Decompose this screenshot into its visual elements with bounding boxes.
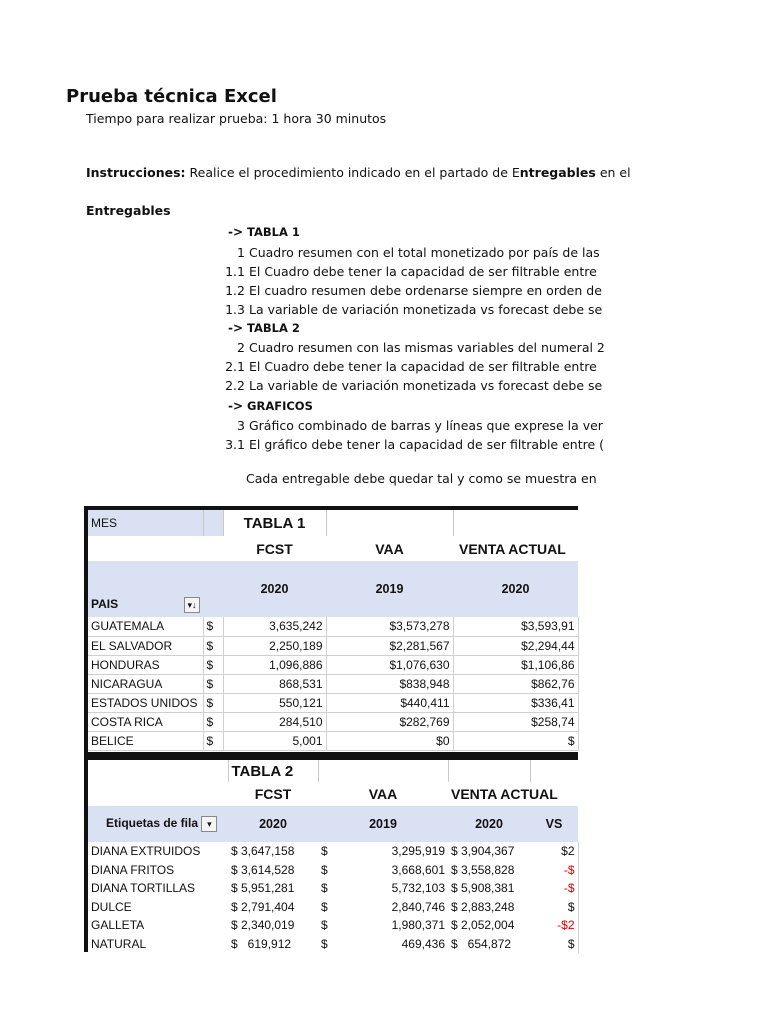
list-item: 2 Cuadro resumen con las mismas variables del numeral 2 <box>237 340 605 355</box>
fcst-value: $ 2,791,404 <box>231 899 295 914</box>
fcst-value: $ 3,647,158 <box>231 844 295 859</box>
closing-note: Cada entregable debe quedar tal y como se muestra en <box>246 471 597 486</box>
venta-value: $ 3,558,828 <box>451 862 515 877</box>
list-item: 2.1 El Cuadro debe tener la capacidad de ser filtrable entre <box>225 359 597 374</box>
table-row <box>88 712 578 731</box>
list-item: 1.1 El Cuadro debe tener la capacidad de ser filtrable entre <box>225 264 597 279</box>
country-cell: BELICE <box>88 731 203 750</box>
list-tabla1 <box>225 243 602 319</box>
variation-value: $2 <box>530 842 578 861</box>
pais-header: PAIS <box>91 597 119 611</box>
vaa-header: VAA <box>368 786 398 802</box>
section-tabla2 <box>228 320 300 335</box>
table-row <box>88 655 578 674</box>
venta-value: $ 3,904,367 <box>451 844 515 859</box>
fcst-value: 284,510 <box>223 712 326 731</box>
fcst-value: 868,531 <box>223 674 326 693</box>
currency-symbol: $ <box>203 674 223 693</box>
tabla2-title: TABLA 2 <box>228 760 318 782</box>
product-cell: NATURAL <box>91 936 147 951</box>
year-vaa: 2019 <box>375 582 404 596</box>
venta-value: $1,106,86 <box>453 655 578 674</box>
vaa-value: 469,436 <box>401 936 445 951</box>
table-row <box>88 693 578 712</box>
country-cell: COSTA RICA <box>88 712 203 731</box>
vaa-cell <box>318 879 448 898</box>
venta-value: $ 654,872 <box>451 936 512 951</box>
variation-value: $ <box>530 898 578 917</box>
table-row <box>88 935 578 954</box>
fcst-value: $ 619,912 <box>231 936 292 951</box>
vaa-cell <box>318 842 448 861</box>
tabla1-pivot <box>84 506 578 756</box>
vaa-cell <box>318 916 448 935</box>
country-cell: HONDURAS <box>88 655 203 674</box>
time-note: Tiempo para realizar prueba: 1 hora 30 minutos <box>86 111 387 126</box>
sort-filter-icon[interactable]: ▾↓ <box>184 597 200 613</box>
venta-header: VENTA ACTUAL <box>459 540 566 557</box>
instructions-line <box>86 165 631 180</box>
fcst-value: $ 2,340,019 <box>231 918 295 933</box>
currency-symbol: $ <box>321 899 328 914</box>
variation-value: -$2 <box>530 916 578 935</box>
venta-value: $336,41 <box>453 693 578 712</box>
product-cell: GALLETA <box>91 918 145 933</box>
currency-symbol: $ <box>321 936 328 951</box>
list-item: 1.3 La variable de variación monetizada vs forecast debe se <box>225 302 603 317</box>
table-row <box>88 731 578 750</box>
list-item: 3.1 El gráfico debe tener la capacidad de ser filtrable entre ( <box>225 437 605 452</box>
venta-value: $3,593,91 <box>453 617 578 636</box>
arrow-icon: -> <box>228 321 244 335</box>
section-label: TABLA 2 <box>247 321 300 335</box>
venta-value: $ 2,052,004 <box>451 918 515 933</box>
table-row <box>88 636 578 655</box>
currency-symbol: $ <box>203 693 223 712</box>
vaa-value: 1,980,371 <box>391 918 445 933</box>
product-cell: DULCE <box>91 899 132 914</box>
currency-symbol: $ <box>203 636 223 655</box>
list-tabla2 <box>225 338 605 395</box>
tabla1-title: TABLA 1 <box>223 510 326 536</box>
variation-value: $ <box>530 935 578 954</box>
table-row <box>88 674 578 693</box>
fcst-value: 2,250,189 <box>223 636 326 655</box>
currency-symbol: $ <box>203 712 223 731</box>
product-cell: DIANA EXTRUIDOS <box>91 844 201 859</box>
vaa-value: $1,076,630 <box>326 655 453 674</box>
table-row <box>88 617 578 636</box>
currency-symbol: $ <box>203 731 223 750</box>
etiquetas-header: Etiquetas de fila <box>106 816 199 831</box>
currency-symbol: $ <box>321 862 328 877</box>
country-cell: EL SALVADOR <box>88 636 203 655</box>
currency-symbol: $ <box>321 918 328 933</box>
venta-value: $862,76 <box>453 674 578 693</box>
table-row <box>88 916 578 935</box>
list-item: 3 Gráfico combinado de barras y líneas que exprese la ver <box>237 418 603 433</box>
currency-symbol: $ <box>321 881 328 896</box>
year-vaa: 2019 <box>369 817 397 831</box>
vaa-header: VAA <box>375 540 404 557</box>
country-cell: NICARAGUA <box>88 674 203 693</box>
venta-header: VENTA ACTUAL <box>451 786 558 802</box>
section-label: GRAFICOS <box>247 399 313 413</box>
instructions-bold: ntregables <box>519 165 596 180</box>
list-item: 1.2 El cuadro resumen debe ordenarse siempre en orden de <box>225 283 602 298</box>
arrow-icon: -> <box>228 225 244 239</box>
currency-symbol: $ <box>203 655 223 674</box>
instructions-text: Realice el procedimiento indicado en el partado de E <box>185 165 520 180</box>
instructions-label: Instrucciones: <box>86 165 186 180</box>
fcst-value: 1,096,886 <box>223 655 326 674</box>
page-title: Prueba técnica Excel <box>66 86 277 107</box>
vaa-value: $3,573,278 <box>326 617 453 636</box>
vaa-value: 2,840,746 <box>391 899 445 914</box>
vaa-value: $838,948 <box>326 674 453 693</box>
fcst-value: $ 3,614,528 <box>231 862 295 877</box>
venta-value: $2,294,44 <box>453 636 578 655</box>
year-venta: 2020 <box>475 817 503 831</box>
table-row <box>88 842 578 861</box>
vaa-value: $440,411 <box>326 693 453 712</box>
fcst-value: 550,121 <box>223 693 326 712</box>
list-item: 2.2 La variable de variación monetizada vs forecast debe se <box>225 378 603 393</box>
venta-value: $258,74 <box>453 712 578 731</box>
arrow-icon: -> <box>228 399 244 413</box>
table-row <box>88 898 578 917</box>
vaa-value: $282,769 <box>326 712 453 731</box>
vaa-value: $0 <box>326 731 453 750</box>
fcst-header: FCST <box>254 786 292 802</box>
mes-label: MES <box>88 510 203 536</box>
variation-value: -$ <box>530 879 578 898</box>
vaa-cell <box>318 898 448 917</box>
venta-value: $ <box>453 731 578 750</box>
fcst-value: 3,635,242 <box>223 617 326 636</box>
vaa-value: 3,295,919 <box>391 844 445 859</box>
vaa-value: 5,732,103 <box>391 881 445 896</box>
section-graficos <box>228 398 313 413</box>
fcst-value: 5,001 <box>223 731 326 750</box>
list-item: 1 Cuadro resumen con el total monetizado por país de las <box>237 245 600 260</box>
section-label: TABLA 1 <box>247 225 300 239</box>
tabla2-pivot <box>84 756 578 952</box>
vaa-cell <box>318 861 448 880</box>
product-cell: DIANA TORTILLAS <box>91 881 196 896</box>
currency-symbol: $ <box>321 844 328 859</box>
table-row <box>88 861 578 880</box>
instructions-text-end: en el <box>595 165 631 180</box>
filter-dropdown-icon[interactable]: ▾ <box>201 816 217 832</box>
list-graficos <box>225 416 604 454</box>
vaa-value: $2,281,567 <box>326 636 453 655</box>
vaa-value: 3,668,601 <box>391 862 445 877</box>
variation-value: -$ <box>530 861 578 880</box>
section-tabla1 <box>228 224 300 239</box>
vs-header: VS <box>545 817 563 831</box>
vaa-cell <box>318 935 448 954</box>
year-fcst: 2020 <box>259 817 287 831</box>
year-venta: 2020 <box>501 582 530 596</box>
country-cell: ESTADOS UNIDOS <box>88 693 203 712</box>
table-row <box>88 879 578 898</box>
venta-value: $ 2,883,248 <box>451 899 515 914</box>
country-cell: GUATEMALA <box>88 617 203 636</box>
fcst-value: $ 5,951,281 <box>231 881 295 896</box>
fcst-header: FCST <box>256 540 293 557</box>
year-fcst: 2020 <box>260 582 289 596</box>
entregables-heading: Entregables <box>86 203 171 218</box>
product-cell: DIANA FRITOS <box>91 862 175 877</box>
currency-symbol: $ <box>203 617 223 636</box>
venta-value: $ 5,908,381 <box>451 881 515 896</box>
